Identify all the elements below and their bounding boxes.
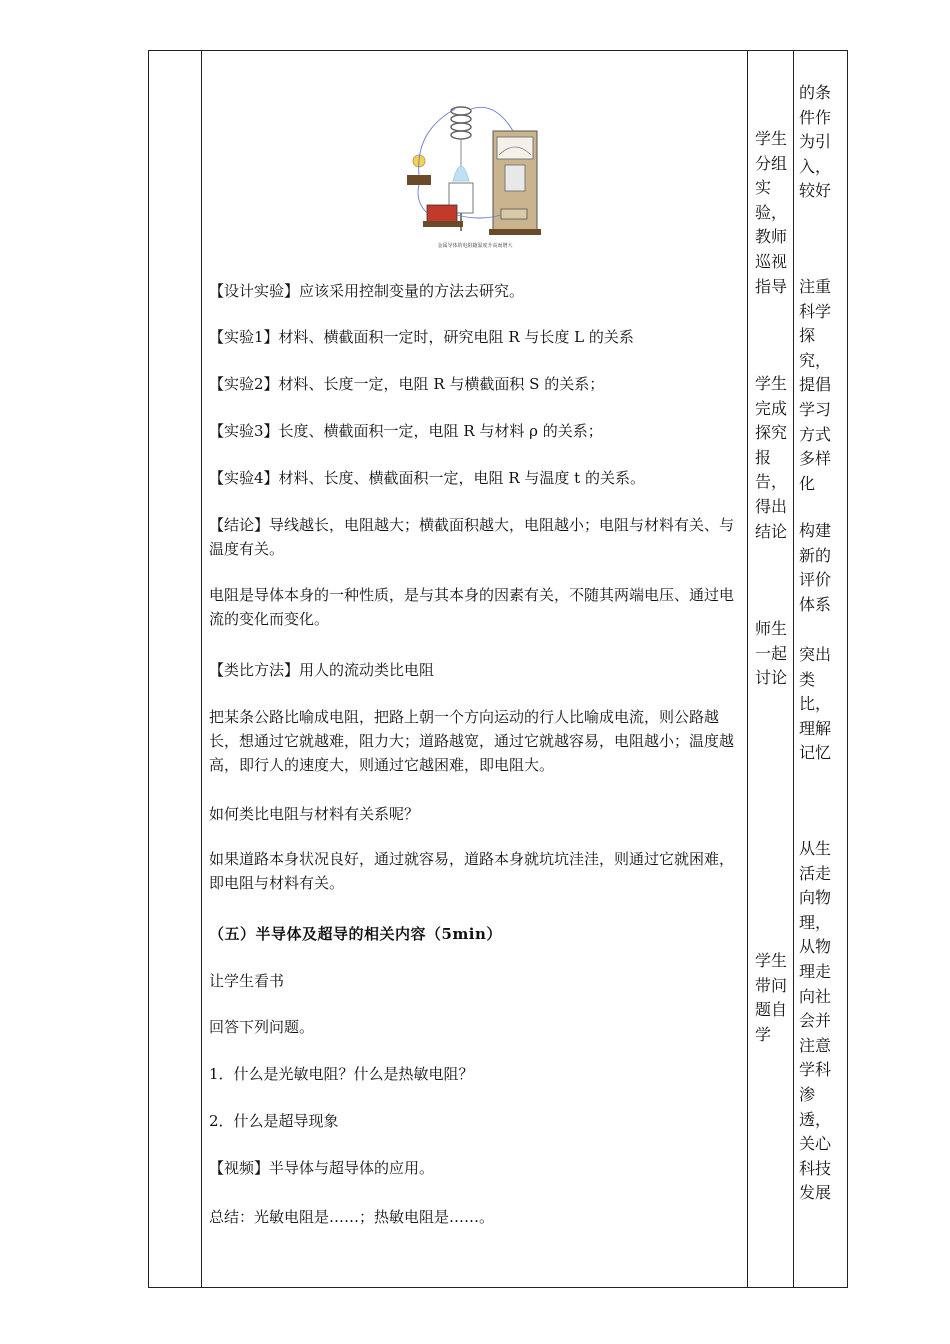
video-text: 【视频】半导体与超导体的应用。 (209, 1159, 435, 1177)
intent-introduction: 的条 件作 为引 入， 较好 (799, 83, 832, 201)
analogy-question: 如何类比电阻与材料有关系呢？ (209, 805, 420, 823)
section-5-heading: （五）半导体及超导的相关内容（5min） (209, 925, 502, 943)
analogy-answer: 如果道路本身状况良好，通过就容易，道路本身就坑坑洼洼，则通过它就困难，即电阻与材料有关。 (209, 850, 735, 892)
intent-evaluation: 构建 新的 评价 体系 (799, 521, 832, 614)
intent-analogy: 突出 类 比， 理解 记忆 (799, 645, 832, 763)
lesson-table (148, 50, 848, 1288)
intent-life-to-physics: 从生 活走 向物 理， 从物 理走 向社 会并 注意 学科 渗 透， 关心 科技 发展 (799, 839, 832, 1203)
figure-caption: 金属导体的电阻随温度升高而增大 (437, 243, 513, 249)
analogy-title: 【类比方法】用人的流动类比电阻 (209, 661, 435, 679)
experiment-3-text: 【实验3】长度、横截面积一定，电阻 R 与材料 ρ 的关系； (209, 422, 603, 440)
analogy-body: 把某条公路比喻成电阻，把路上朝一个方向运动的行人比喻成电流，则公路越长，想通过它就越难，阻力大；道路越宽，通过它就越容易，电阻越小；温度越高，即行人的速度大，则通过它越困难，即电阻大。 (209, 708, 735, 774)
question-2-text: 2．什么是超导现象 (209, 1112, 339, 1130)
intent-inquiry: 注重 科学 探 究， 提倡 学习 方式 多样 化 (799, 277, 832, 493)
experiment-4-text: 【实验4】材料、长度、横截面积一定，电阻 R 与温度 t 的关系。 (209, 469, 645, 487)
activity-discussion: 师生 一起 讨论 (755, 619, 788, 688)
resistance-property-text: 电阻是导体本身的一种性质，是与其本身的因素有关，不随其两端电压、通过电流的变化而变化。 (209, 586, 735, 628)
read-book-text: 让学生看书 (209, 972, 285, 990)
experiment-2-text: 【实验2】材料、长度一定，电阻 R 与横截面积 S 的关系； (209, 375, 605, 393)
summary-text: 总结：光敏电阻是……；热敏电阻是……。 (209, 1208, 495, 1226)
design-experiment-text: 【设计实验】应该采用控制变量的方法去研究。 (209, 282, 525, 300)
student-activity-column (747, 51, 793, 1287)
activity-self-study: 学生 带问 题自 学 (755, 951, 788, 1044)
teaching-content-column (201, 51, 747, 1287)
question-1-text: 1．什么是光敏电阻？什么是热敏电阻？ (209, 1065, 474, 1083)
experiment-apparatus-figure (405, 91, 545, 251)
experiment-1-text: 【实验1】材料、横截面积一定时，研究电阻 R 与长度 L 的关系 (209, 328, 634, 346)
activity-group-experiment: 学生 分组 实 验， 教师 巡视 指导 (755, 129, 788, 296)
conclusion-text: 【结论】导线越长，电阻越大；横截面积越大，电阻越小；电阻与材料有关、与温度有关。 (209, 516, 735, 558)
design-intent-column (793, 51, 847, 1287)
answer-questions-text: 回答下列问题。 (209, 1018, 315, 1036)
activity-report: 学生 完成 探究 报 告， 得出 结论 (755, 374, 788, 541)
